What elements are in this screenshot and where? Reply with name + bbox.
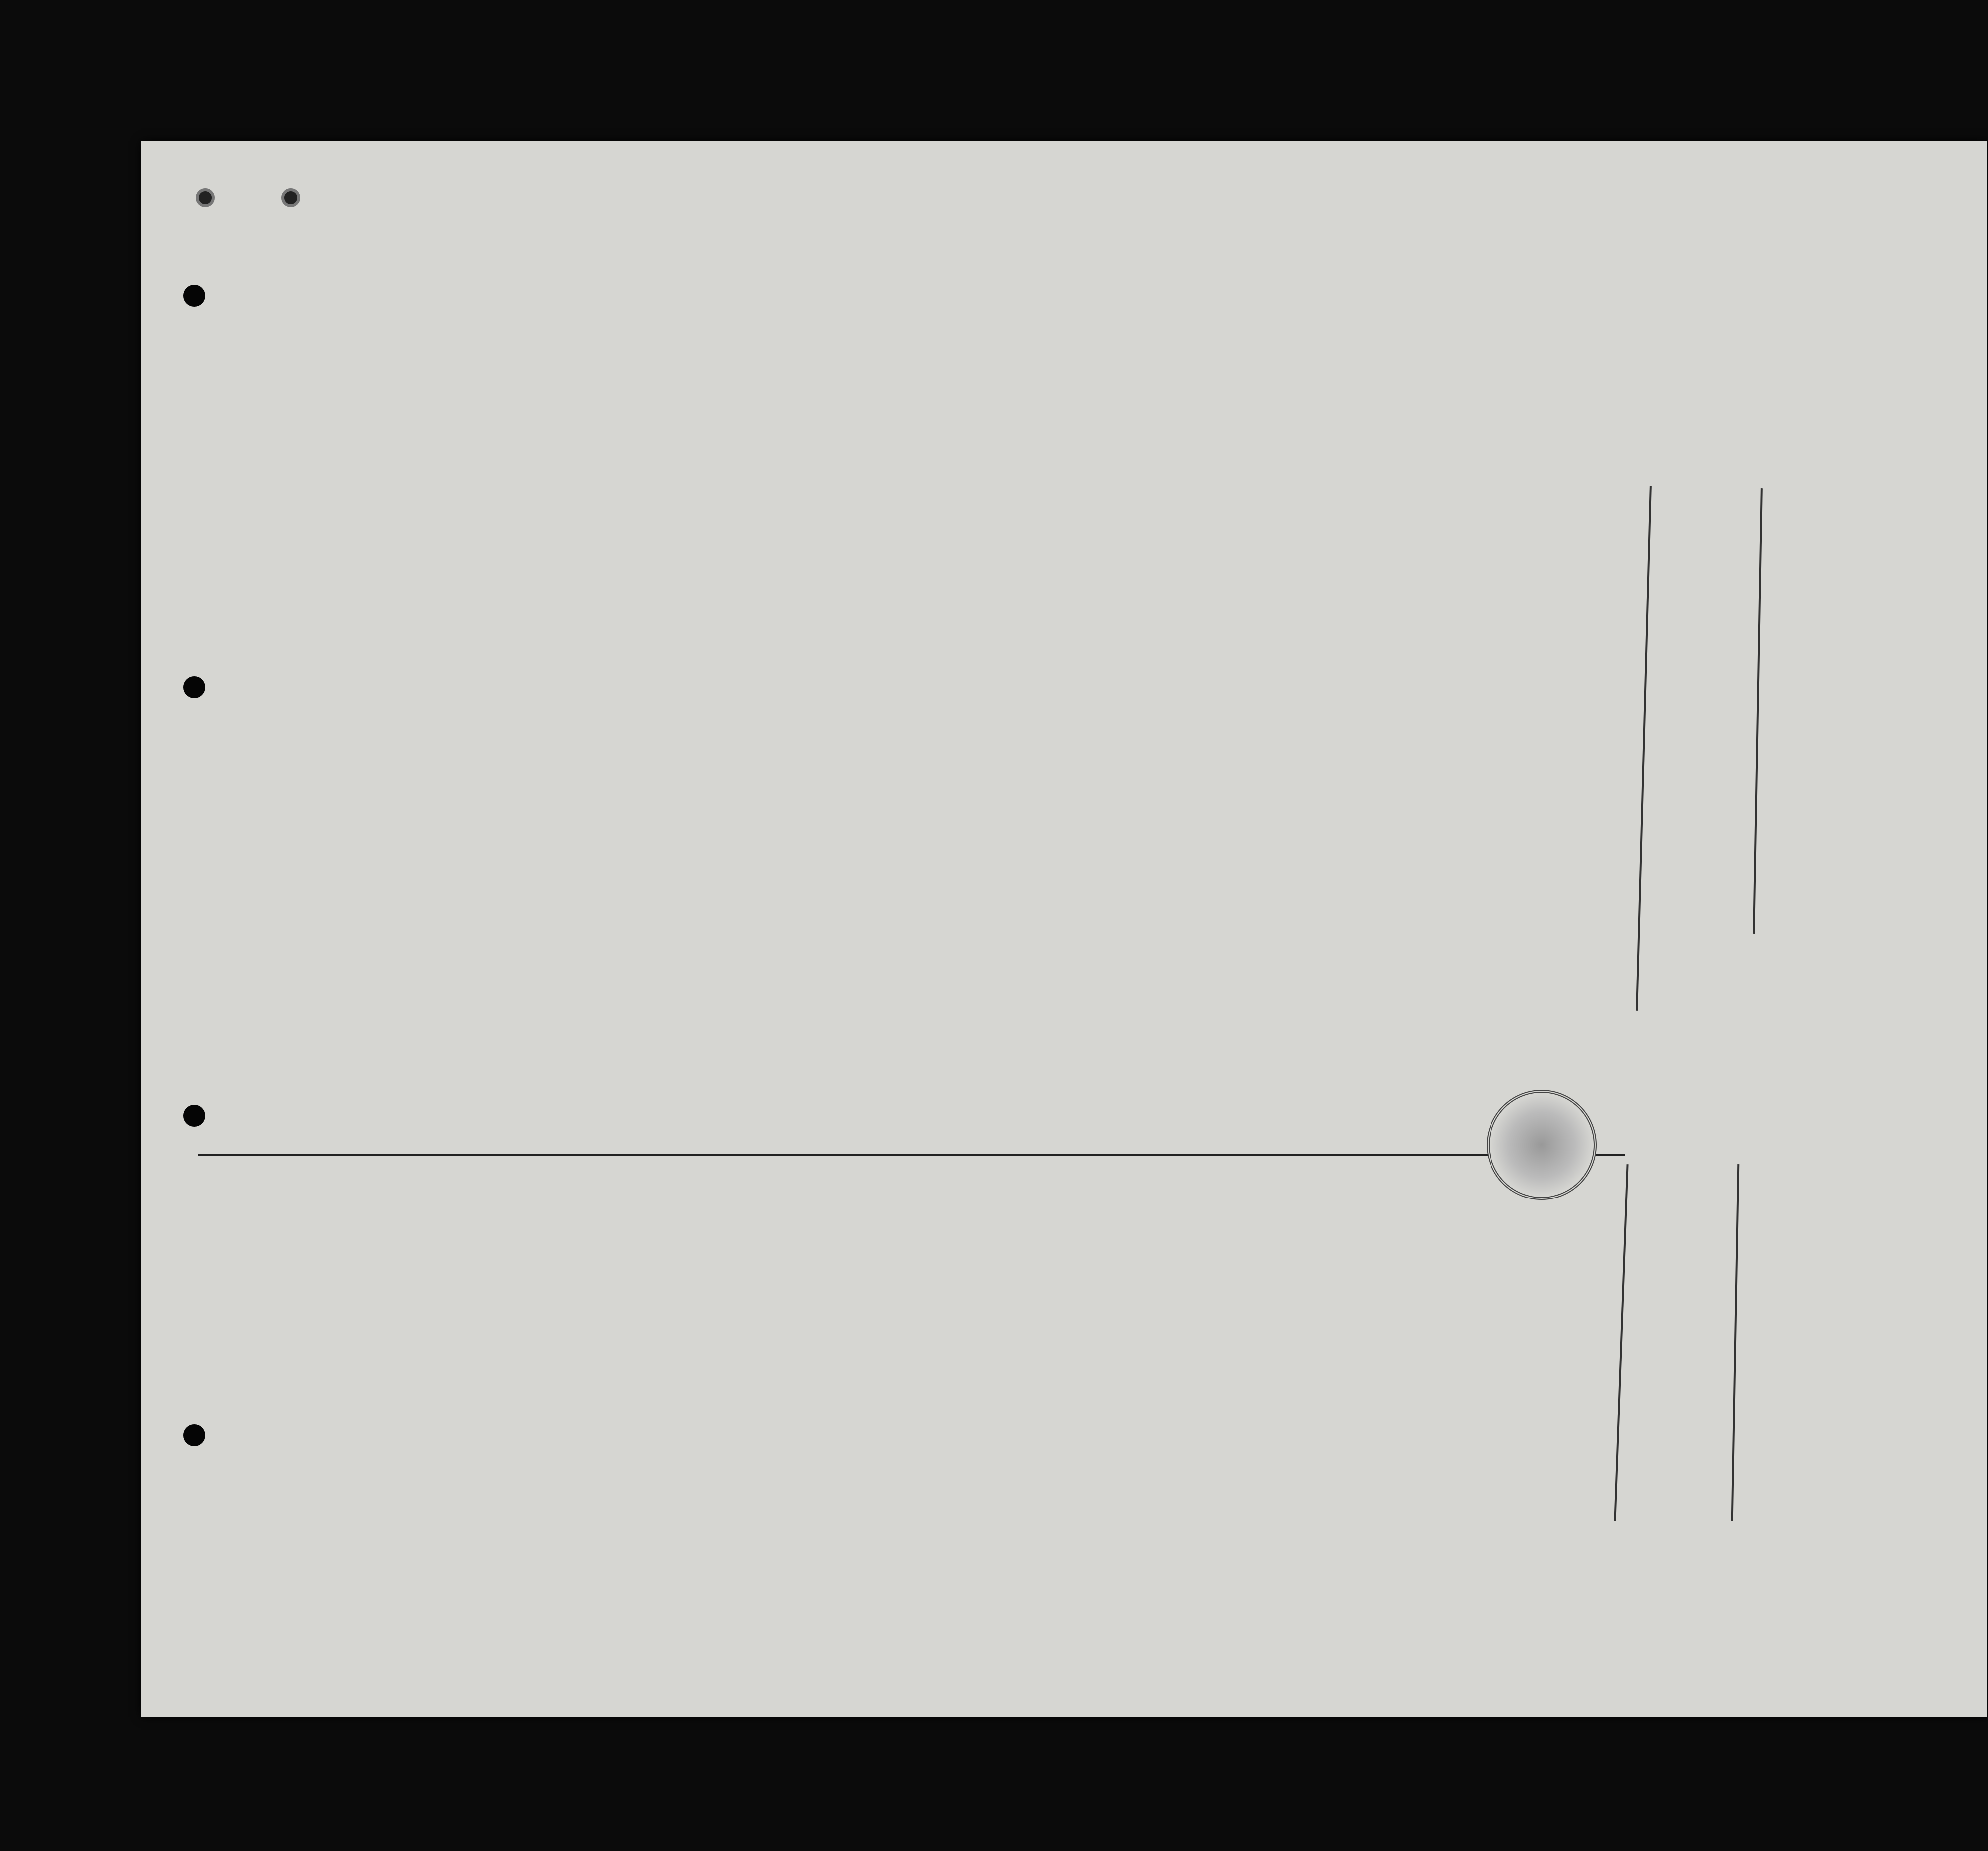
- official-seal: [1487, 1090, 1597, 1200]
- strike-through-row-20: [198, 1154, 1625, 1156]
